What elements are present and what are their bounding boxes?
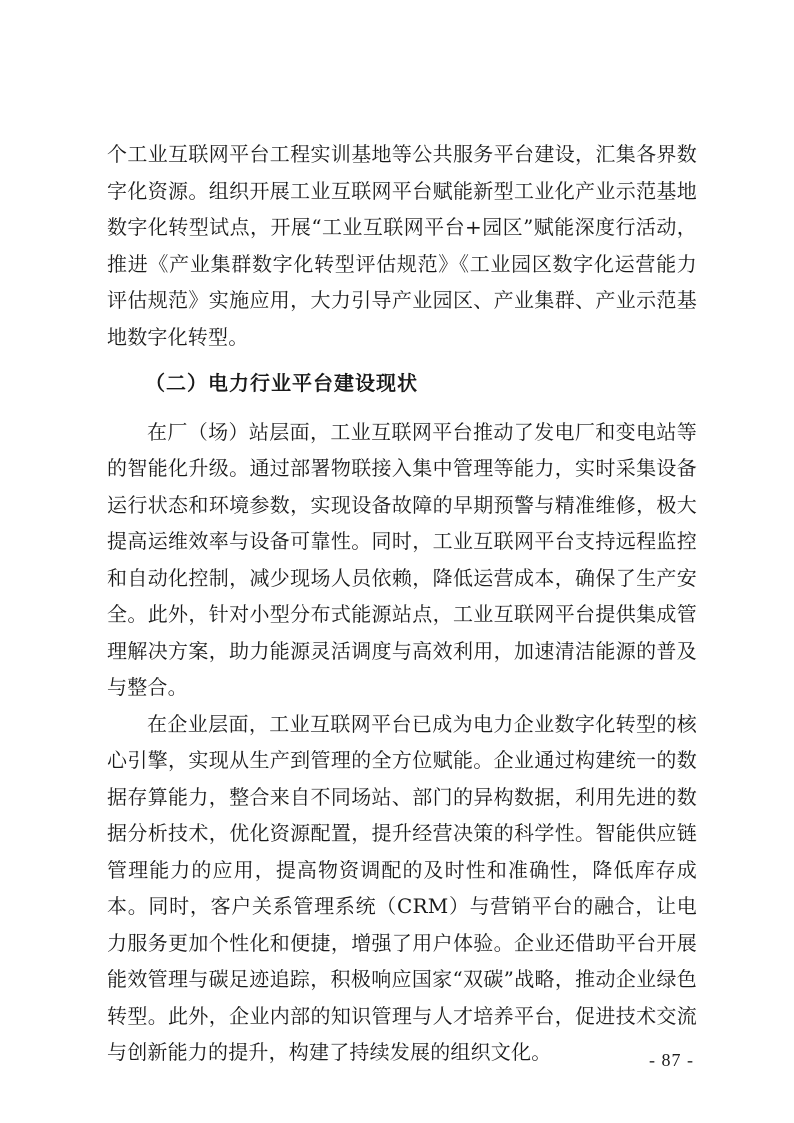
paragraph-station-level: 在厂（场）站层面，工业互联网平台推动了发电厂和变电站等的智能化升级。通过部署物联接入集中管理等能力，实时采集设备运行状态和环境参数，实现设备故障的早期预警与精准维修，极大提高运维效率与设备可靠性。同时，工业互联网平台支持远程监控和自动化控制，减少现场人员依赖，降低运营成本，确保了生产安全。此外，针对小型分布式能源站点，工业互联网平台提供集成管理解决方案，助力能源灵活调度与高效利用，加速清洁能源的普及与整合。 [107,419,697,699]
page-number: - 87 - [649,1050,694,1070]
paragraph-continued: 个工业互联网平台工程实训基地等公共服务平台建设，汇集各界数字化资源。组织开展工业互联网平台赋能新型工业化产业示范基地数字化转型试点，开展“工业互联网平台+园区”赋能深度行活动，推进《产业集群数字化转型评估规范》《工业园区数字化运营能力评估规范》实施应用，大力引导产业园区、产业集群、产业示范基地数字化转型。 [107,142,697,349]
page-content [107,136,697,1071]
section-heading: （二）电力行业平台建设现状 [145,371,418,395]
paragraph-enterprise-level: 在企业层面，工业互联网平台已成为电力企业数字化转型的核心引擎，实现从生产到管理的全方位赋能。企业通过构建统一的数据存算能力，整合来自不同场站、部门的异构数据，利用先进的数据分析技术，优化资源配置，提升经营决策的科学性。智能供应链管理能力的应用，提高物资调配的及时性和准确性，降低库存成本。同时，客户关系管理系统（CRM）与营销平台的融合，让电力服务更加个性化和便捷，增强了用户体验。企业还借助平台开展能效管理与碳足迹追踪，积极响应国家“双碳”战略，推动企业绿色转型。此外，企业内部的知识管理与人才培养平台，促进技术交流与创新能力的提升，构建了持续发展的组织文化。 [107,711,697,1064]
